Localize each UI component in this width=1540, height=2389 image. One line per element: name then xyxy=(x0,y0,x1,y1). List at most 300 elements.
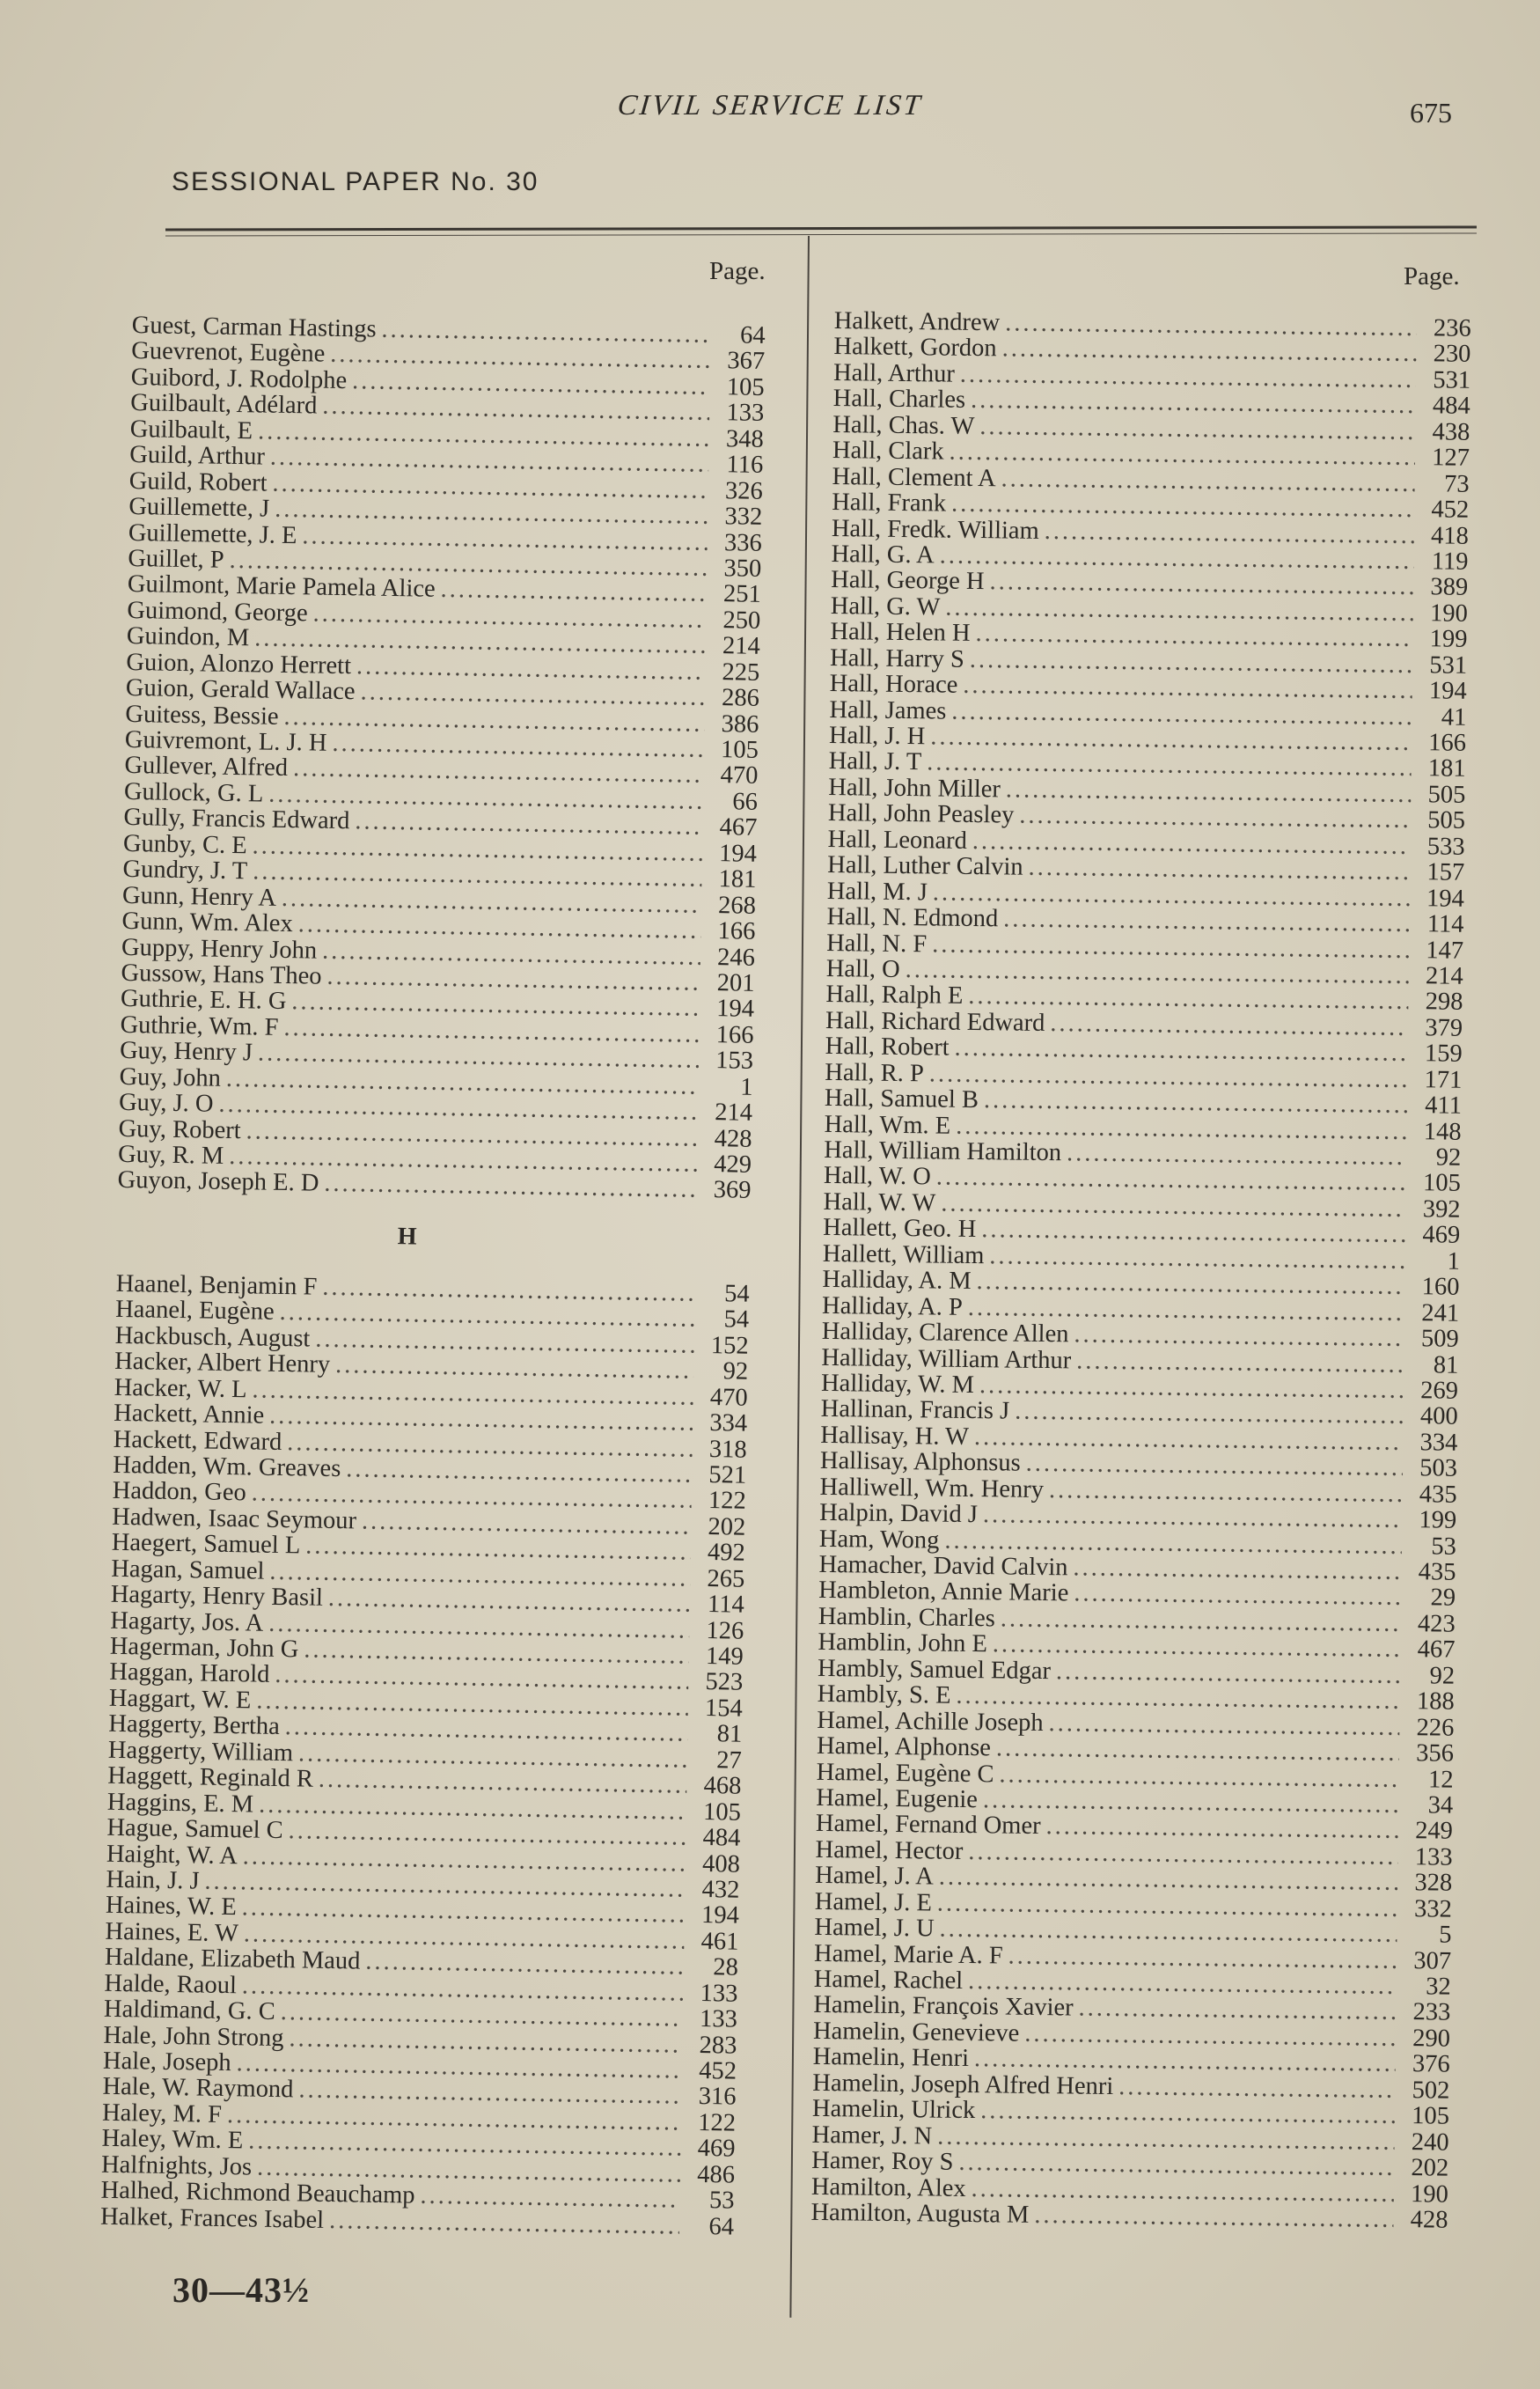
entry-page-number: 523 xyxy=(705,1668,744,1697)
entry-name: Hall, W. O xyxy=(823,1162,932,1191)
left-column-page-heading: Page. xyxy=(709,257,766,285)
entry-page-number: 181 xyxy=(1427,754,1466,783)
entry-page-number: 133 xyxy=(1414,1843,1453,1871)
entry-page-number: 486 xyxy=(697,2160,736,2189)
entry-page-number: 418 xyxy=(1430,521,1470,550)
entry-page-number: 246 xyxy=(716,943,756,972)
entry-name: Hall, W. W xyxy=(823,1187,936,1217)
entry-name: Hadden, Wm. Greaves xyxy=(113,1451,341,1483)
entry-page-number: 505 xyxy=(1427,781,1466,809)
entry-page-number: 298 xyxy=(1425,988,1463,1017)
entry-page-number: 194 xyxy=(1428,677,1467,705)
dot-leader xyxy=(983,1787,1399,1818)
entry-page-number: 236 xyxy=(1433,314,1471,342)
entry-page-number: 392 xyxy=(1422,1195,1461,1224)
entry-name: Hall, Arthur xyxy=(832,358,956,388)
entry-name: Hall, Charles xyxy=(832,385,966,415)
entry-name: Hamelin, Genevieve xyxy=(812,2017,1020,2047)
entry-name: Hagan, Samuel xyxy=(111,1555,265,1585)
entry-page-number: 484 xyxy=(1432,392,1470,421)
entry-name: Hale, John Strong xyxy=(103,2021,284,2052)
entry-name: Hamel, Marie A. F xyxy=(813,1939,1003,1970)
entry-page-number: 470 xyxy=(709,1383,748,1412)
entry-name: Hall, Robert xyxy=(825,1033,950,1062)
entry-name: Hacker, W. L xyxy=(114,1373,247,1403)
entry-page-number: 334 xyxy=(1419,1429,1458,1457)
entry-name: Hall, N. F xyxy=(826,929,928,958)
entry-name: Gundry, J. T xyxy=(122,856,248,886)
entry-page-number: 148 xyxy=(1423,1117,1462,1146)
entry-page-number: 469 xyxy=(1422,1221,1461,1250)
entry-name: Hackett, Edward xyxy=(113,1425,282,1456)
entry-page-number: 133 xyxy=(700,1979,738,2008)
entry-page-number: 127 xyxy=(1432,444,1470,473)
entry-page-number: 41 xyxy=(1441,703,1467,731)
entry-page-number: 326 xyxy=(724,476,763,505)
entry-name: Hacker, Albert Henry xyxy=(114,1348,331,1379)
entry-page-number: 435 xyxy=(1419,1480,1457,1509)
entry-name: Guimond, George xyxy=(127,596,308,628)
entry-page-number: 332 xyxy=(724,503,763,531)
entry-name: Gussow, Hans Theo xyxy=(121,959,322,990)
entry-page-number: 435 xyxy=(1418,1558,1456,1586)
entry-page-number: 250 xyxy=(722,606,761,635)
entry-page-number: 199 xyxy=(1429,625,1468,654)
entry-name: Hamilton, Augusta M xyxy=(810,2198,1030,2229)
entry-page-number: 126 xyxy=(706,1616,744,1645)
entry-name: Guild, Robert xyxy=(128,467,268,497)
entry-page-number: 133 xyxy=(726,399,765,428)
entry-page-number: 92 xyxy=(722,1357,749,1386)
entry-page-number: 157 xyxy=(1426,858,1465,886)
entry-page-number: 190 xyxy=(1410,2180,1449,2209)
entry-name: Gunby, C. E xyxy=(122,829,247,859)
dot-leader xyxy=(1056,1658,1400,1688)
entry-name: Hall, Harry S xyxy=(829,643,965,673)
entry-name: Haanel, Benjamin F xyxy=(115,1269,318,1301)
entry-page-number: 12 xyxy=(1427,1765,1454,1794)
entry-page-number: 214 xyxy=(1425,962,1463,990)
entry-name: Guion, Gerald Wallace xyxy=(125,674,356,706)
entry-name: Gullever, Alfred xyxy=(124,752,289,783)
entry-name: Guthrie, E. H. G xyxy=(120,985,287,1016)
entry-page-number: 92 xyxy=(1429,1662,1456,1690)
left-column xyxy=(100,312,766,2240)
entry-page-number: 105 xyxy=(702,1797,742,1827)
entry-page-number: 1 xyxy=(1447,1247,1461,1275)
entry-page-number: 230 xyxy=(1433,340,1471,369)
entry-page-number: 241 xyxy=(1421,1298,1460,1327)
entry-name: Hall, Clark xyxy=(832,437,944,466)
entry-page-number: 194 xyxy=(1426,884,1465,913)
sessional-paper-label: SESSIONAL PAPER No. 30 xyxy=(172,167,539,196)
dot-leader xyxy=(1074,1581,1401,1611)
entry-name: Guilbault, Adélard xyxy=(130,389,318,420)
entry-name: Hagarty, Jos. A xyxy=(110,1606,264,1637)
entry-name: Haggan, Harold xyxy=(109,1658,270,1689)
entry-name: Hagerman, John G xyxy=(109,1632,299,1664)
entry-name: Haggins, E. M xyxy=(106,1788,254,1819)
entry-name: Gunn, Henry A xyxy=(121,881,277,912)
entry-page-number: 307 xyxy=(1413,1946,1452,1975)
entry-page-number: 53 xyxy=(1431,1532,1457,1561)
entry-page-number: 27 xyxy=(716,1746,743,1775)
entry-page-number: 105 xyxy=(726,373,765,401)
entry-page-number: 214 xyxy=(715,1099,753,1127)
entry-name: Hale, Joseph xyxy=(102,2047,231,2077)
entry-name: Haldimand, G. C xyxy=(103,1995,276,2026)
entry-page-number: 202 xyxy=(708,1512,746,1541)
entry-page-number: 166 xyxy=(717,917,756,945)
entry-name: Haley, Wm. E xyxy=(101,2125,244,2155)
entry-page-number: 233 xyxy=(1412,1998,1451,2027)
printer-signature-mark: 30—43½ xyxy=(172,2270,310,2310)
entry-name: Hague, Samuel C xyxy=(106,1813,283,1845)
entry-page-number: 411 xyxy=(1425,1092,1463,1120)
entry-page-number: 268 xyxy=(717,891,757,920)
entry-page-number: 533 xyxy=(1426,833,1465,861)
entry-name: Hagarty, Henry Basil xyxy=(110,1580,324,1612)
entry-page-number: 328 xyxy=(1414,1869,1453,1897)
dot-leader xyxy=(1078,1996,1396,2025)
entry-page-number: 153 xyxy=(715,1047,754,1076)
entry-name: Hamelin, Ulrick xyxy=(811,2095,976,2125)
entry-name: Hamel, Rachel xyxy=(813,1965,964,1995)
entry-page-number: 152 xyxy=(710,1331,749,1360)
entry-page-number: 316 xyxy=(698,2083,737,2112)
entry-name: Halliday, William Arthur xyxy=(821,1343,1072,1374)
entry-page-number: 119 xyxy=(1431,548,1469,576)
entry-page-number: 226 xyxy=(1416,1713,1455,1742)
entry-name: Hallett, William xyxy=(822,1239,985,1269)
entry-name: Guilbault, E xyxy=(129,415,253,445)
entry-name: Haggett, Reginald R xyxy=(107,1761,314,1793)
entry-name: Guillemette, J. E xyxy=(128,518,297,549)
entry-page-number: 194 xyxy=(718,839,758,868)
entry-page-number: 54 xyxy=(723,1305,750,1334)
entry-name: Hall, J. H xyxy=(828,721,926,751)
entry-name: Hain, J. J xyxy=(106,1865,200,1895)
entry-name: Guy, Henry J xyxy=(119,1037,253,1067)
entry-name: Guindon, M xyxy=(126,622,250,652)
entry-name: Haanel, Eugène xyxy=(114,1296,275,1327)
entry-page-number: 461 xyxy=(700,1927,739,1956)
entry-page-number: 81 xyxy=(716,1720,743,1749)
entry-name: Guitess, Bessie xyxy=(125,700,279,731)
dot-leader xyxy=(329,2208,679,2239)
entry-name: Hall, J. T xyxy=(828,747,922,776)
entry-page-number: 376 xyxy=(1412,2050,1450,2079)
entry-name: Halliday, A. M xyxy=(822,1266,972,1296)
entry-name: Hamel, J. U xyxy=(814,1913,935,1943)
entry-page-number: 452 xyxy=(698,2056,737,2085)
entry-name: Guy, J. O xyxy=(118,1089,214,1118)
entry-name: Guy, R. M xyxy=(117,1140,224,1170)
entry-name: Hamel, Fernand Omer xyxy=(815,1810,1041,1841)
entry-name: Haines, E. W xyxy=(105,1917,239,1948)
entry-name: Hamacher, David Calvin xyxy=(818,1550,1068,1582)
entry-page-number: 116 xyxy=(726,451,764,480)
entry-name: Hackbusch, August xyxy=(114,1321,311,1353)
entry-page-number: 356 xyxy=(1416,1739,1455,1768)
right-column xyxy=(810,308,1471,2233)
entry-page-number: 265 xyxy=(707,1564,745,1593)
entry-name: Hall, Frank xyxy=(832,489,947,518)
left-entries-g xyxy=(117,312,765,1204)
dot-leader xyxy=(1067,1140,1406,1170)
entry-name: Hamilton, Alex xyxy=(810,2172,966,2202)
entry-name: Halliday, W. M xyxy=(820,1369,975,1399)
entry-name: Guevrenot, Eugène xyxy=(131,337,326,369)
entry-name: Hackett, Annie xyxy=(114,1399,265,1430)
entry-name: Hall, Luther Calvin xyxy=(827,851,1023,881)
entry-name: Hall, George H xyxy=(831,566,985,596)
entry-name: Guion, Alonzo Herrett xyxy=(126,648,352,680)
entry-page-number: 438 xyxy=(1432,418,1470,446)
header-rule-thin xyxy=(165,232,1477,236)
entry-name: Hamel, J. E xyxy=(814,1887,933,1917)
dot-leader xyxy=(1073,1555,1401,1584)
entry-page-number: 379 xyxy=(1425,1014,1463,1042)
entry-name: Hall, Helen H xyxy=(830,618,971,648)
entry-page-number: 484 xyxy=(702,1824,741,1852)
entry-page-number: 214 xyxy=(722,632,761,661)
entry-name: Hall, M. J xyxy=(826,877,928,906)
entry-page-number: 66 xyxy=(732,788,759,816)
entry-page-number: 199 xyxy=(1419,1506,1457,1534)
entry-name: Hallisay, H. W xyxy=(820,1421,970,1451)
entry-name: Hall, Horace xyxy=(829,670,958,699)
entry-page-number: 429 xyxy=(714,1150,752,1179)
entry-name: Guild, Arthur xyxy=(129,441,266,471)
entry-name: Haggerty, Bertha xyxy=(108,1710,281,1741)
entry-page-number: 154 xyxy=(704,1694,744,1723)
entry-name: Hambly, S. E xyxy=(817,1680,951,1709)
entry-page-number: 452 xyxy=(1431,496,1470,524)
entry-page-number: 521 xyxy=(708,1460,747,1489)
entry-page-number: 1 xyxy=(740,1073,753,1101)
entry-page-number: 181 xyxy=(718,865,757,894)
entry-page-number: 159 xyxy=(1424,1040,1463,1069)
entry-page-number: 5 xyxy=(1439,1921,1452,1949)
entry-name: Hall, G. A xyxy=(831,540,935,570)
entry-page-number: 105 xyxy=(1412,2102,1450,2130)
entry-name: Halhed, Richmond Beauchamp xyxy=(100,2176,415,2209)
entry-page-number: 201 xyxy=(716,969,755,997)
entry-page-number: 400 xyxy=(1419,1402,1458,1431)
entry-name: Hall, James xyxy=(829,695,947,725)
entry-name: Hamel, Eugenie xyxy=(816,1783,979,1814)
entry-page-number: 105 xyxy=(1422,1169,1462,1198)
entry-page-number: 428 xyxy=(1410,2206,1448,2234)
entry-name: Hamblin, John E xyxy=(818,1628,988,1658)
entry-page-number: 470 xyxy=(720,761,759,790)
entry-page-number: 386 xyxy=(721,709,759,739)
entry-name: Hamel, Alphonse xyxy=(816,1731,992,1762)
entry-page-number: 166 xyxy=(715,1020,754,1049)
entry-page-number: 133 xyxy=(699,2005,738,2033)
entry-name: Haldane, Elizabeth Maud xyxy=(104,1943,361,1975)
entry-page-number: 531 xyxy=(1433,366,1471,394)
entry-page-number: 467 xyxy=(1417,1636,1456,1665)
entry-name: Hall, O xyxy=(825,954,900,983)
entry-page-number: 240 xyxy=(1411,2128,1449,2157)
entry-page-number: 194 xyxy=(715,995,755,1024)
entry-name: Hadwen, Isaac Seymour xyxy=(112,1503,357,1535)
entry-page-number: 432 xyxy=(701,1875,740,1904)
entry-page-number: 428 xyxy=(714,1124,752,1153)
entry-page-number: 332 xyxy=(1413,1894,1453,1923)
left-entries-h xyxy=(100,1271,750,2240)
entry-name: Hall, Samuel B xyxy=(824,1084,979,1114)
entry-page-number: 114 xyxy=(1426,910,1464,938)
entry-page-number: 505 xyxy=(1426,806,1466,835)
entry-name: Halpin, David J xyxy=(819,1499,979,1529)
dot-leader xyxy=(1076,1348,1404,1378)
entry-page-number: 53 xyxy=(708,2187,735,2215)
entry-name: Halkett, Gordon xyxy=(833,333,997,363)
entry-name: Haines, W. E xyxy=(105,1892,238,1922)
entry-name: Hall, Chas. W xyxy=(832,410,975,440)
entry-name: Halkett, Andrew xyxy=(833,307,1001,337)
entry-name: Guillemette, J xyxy=(128,493,270,523)
entry-name: Haegert, Samuel L xyxy=(111,1529,301,1560)
entry-name: Halliday, A. P xyxy=(821,1291,963,1321)
header-rule-thick xyxy=(165,225,1477,231)
entry-name: Gunn, Wm. Alex xyxy=(121,907,293,938)
entry-name: Hall, Wm. E xyxy=(824,1110,951,1140)
entry-page-number: 225 xyxy=(722,658,760,687)
entry-page-number: 149 xyxy=(705,1643,744,1671)
entry-page-number: 249 xyxy=(1414,1817,1454,1846)
column-divider xyxy=(789,236,810,2318)
entry-name: Ham, Wong xyxy=(818,1525,940,1555)
entry-page-number: 290 xyxy=(1412,2025,1451,2053)
entry-page-number: 81 xyxy=(1433,1350,1459,1379)
entry-page-number: 367 xyxy=(727,347,766,376)
entry-page-number: 502 xyxy=(1412,2076,1450,2105)
dot-leader xyxy=(1118,2074,1395,2103)
entry-page-number: 34 xyxy=(1427,1791,1454,1819)
entry-name: Guivremont, L. J. H xyxy=(124,725,327,757)
entry-name: Hall, Clement A xyxy=(832,462,996,492)
entry-page-number: 468 xyxy=(703,1772,742,1800)
entry-name: Guillet, P xyxy=(128,544,224,574)
entry-name: Haight, W. A xyxy=(106,1840,238,1870)
entry-name: Hall, Fredk. William xyxy=(831,514,1039,545)
entry-page-number: 283 xyxy=(699,2031,737,2060)
entry-page-number: 467 xyxy=(719,813,758,842)
entry-page-number: 166 xyxy=(1428,729,1467,757)
entry-page-number: 269 xyxy=(1420,1377,1459,1405)
entry-name: Guppy, Henry John xyxy=(121,933,318,965)
entry-page-number: 160 xyxy=(1421,1273,1460,1301)
page-number: 675 xyxy=(1410,97,1452,129)
entry-page-number: 64 xyxy=(708,2212,735,2241)
entry-page-number: 336 xyxy=(723,528,763,557)
entry-name: Hall, Leonard xyxy=(827,825,968,855)
entry-page-number: 408 xyxy=(701,1849,741,1878)
entry-name: Hale, W. Raymond xyxy=(102,2073,294,2104)
entry-page-number: 509 xyxy=(1420,1325,1459,1353)
entry-name: Hamel, Achille Joseph xyxy=(817,1706,1044,1737)
entry-page-number: 469 xyxy=(697,2135,736,2163)
entry-name: Hallinan, Francis J xyxy=(820,1395,1010,1425)
entry-name: Halket, Frances Isabel xyxy=(99,2202,325,2234)
entry-page-number: 105 xyxy=(720,736,759,764)
running-title: CIVIL SERVICE LIST xyxy=(616,90,925,121)
entry-name: Hamelin, Henri xyxy=(812,2043,970,2073)
dot-leader xyxy=(993,1632,1401,1663)
entry-name: Hambleton, Annie Marie xyxy=(818,1577,1069,1607)
entry-page-number: 188 xyxy=(1416,1687,1455,1716)
entry-name: Haley, M. F xyxy=(101,2099,223,2128)
entry-name: Hambly, Samuel Edgar xyxy=(817,1654,1052,1685)
entry-page-number: 350 xyxy=(723,555,762,583)
entry-name: Hallett, Geo. H xyxy=(823,1214,977,1244)
entry-page-number: 171 xyxy=(1424,1065,1463,1094)
entry-page-number: 318 xyxy=(708,1435,747,1464)
entry-page-number: 28 xyxy=(713,1953,739,1981)
entry-page-number: 423 xyxy=(1417,1610,1456,1638)
entry-name: Hall, R. P xyxy=(825,1058,925,1087)
entry-page-number: 64 xyxy=(739,321,766,349)
entry-page-number: 202 xyxy=(1411,2154,1449,2182)
entry-name: Hall, William Hamilton xyxy=(824,1136,1062,1167)
dot-leader xyxy=(1034,2202,1394,2232)
entry-page-number: 92 xyxy=(1435,1143,1462,1172)
dot-leader xyxy=(1074,1321,1404,1351)
entry-name: Guyon, Joseph E. D xyxy=(117,1166,319,1198)
entry-page-number: 122 xyxy=(708,1487,746,1516)
entry-name: Hall, Ralph E xyxy=(825,981,964,1011)
entry-name: Hamelin, Joseph Alfred Henri xyxy=(812,2069,1114,2100)
entry-name: Haggerty, William xyxy=(107,1736,294,1768)
entry-name: Hamer, Roy S xyxy=(811,2146,954,2176)
entry-page-number: 531 xyxy=(1429,651,1468,680)
entry-name: Halde, Raoul xyxy=(104,1969,238,1999)
entry-page-number: 73 xyxy=(1443,470,1470,498)
entry-page-number: 190 xyxy=(1429,599,1469,628)
entry-name: Halfnights, Jos xyxy=(100,2150,253,2181)
right-entries xyxy=(810,308,1471,2233)
entry-page-number: 503 xyxy=(1419,1454,1458,1482)
entry-page-number: 54 xyxy=(723,1280,750,1308)
entry-name: Guibord, J. Rodolphe xyxy=(130,363,348,394)
entry-name: Guy, Robert xyxy=(118,1114,241,1144)
entry-page-number: 334 xyxy=(709,1409,748,1437)
entry-name: Guthrie, Wm. F xyxy=(120,1011,279,1041)
entry-name: Gully, Francis Edward xyxy=(123,804,350,835)
entry-name: Guy, John xyxy=(119,1062,222,1092)
entry-name: Hall, John Miller xyxy=(828,773,1001,804)
entry-name: Hamel, Hector xyxy=(815,1835,964,1865)
entry-page-number: 122 xyxy=(697,2108,737,2137)
entry-name: Hamelin, François Xavier xyxy=(813,1991,1074,2022)
entry-page-number: 29 xyxy=(1430,1584,1456,1613)
entry-name: Hamer, J. N xyxy=(811,2121,933,2150)
entry-page-number: 369 xyxy=(713,1176,752,1205)
entry-page-number: 348 xyxy=(725,424,764,453)
entry-name: Hamblin, Charles xyxy=(818,1602,996,1633)
entry-name: Hall, John Peasley xyxy=(827,799,1015,829)
section-letter-h: H xyxy=(397,1223,417,1251)
entry-name: Halliwell, Wm. Henry xyxy=(819,1473,1045,1503)
entry-name: Hamel, Eugène C xyxy=(816,1758,994,1788)
entry-name: Hall, N. Edmond xyxy=(826,903,999,933)
entry-name: Guilmont, Marie Pamela Alice xyxy=(127,570,436,604)
entry-name: Haggart, W. E xyxy=(108,1684,252,1715)
